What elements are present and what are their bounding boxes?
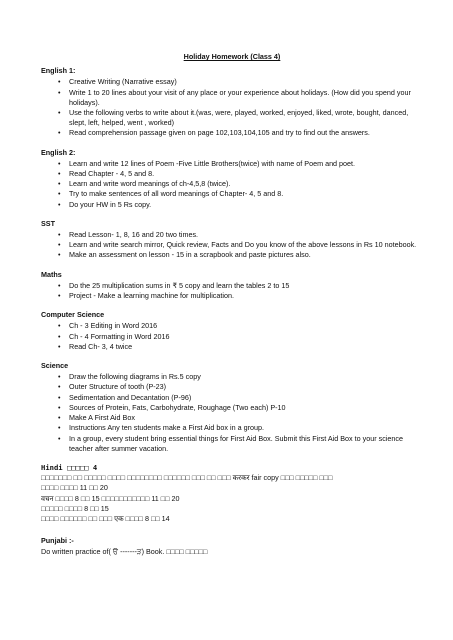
list-item: • Learn and write 12 lines of Poem -Five Little Brothers(twice) with name of Poem and poet. — [41, 159, 423, 169]
list-item: • Make an assessment on lesson - 15 in a scrapbook and paste pictures also. — [41, 250, 423, 260]
section-heading: SST — [41, 218, 55, 228]
list-item: • Outer Structure of tooth (P-23) — [41, 382, 423, 392]
section-heading: English 2: — [41, 147, 76, 157]
list-item: • Sedimentation and Decantation (P-96) — [41, 393, 423, 403]
bullet-list — [41, 77, 423, 138]
list-item: • Learn and write search mirror, Quick review, Facts and Do you know of the above lessons in Rs 10 notebook. — [41, 240, 423, 250]
list-item: • Creative Writing (Narrative essay) — [41, 77, 423, 87]
list-item: • Learn and write word meanings of ch-4,5,8 (twice). — [41, 179, 423, 189]
bullet-list — [41, 230, 423, 261]
subject-sections — [41, 66, 423, 454]
hindi-heading: Hindi □□□□□ 4 — [41, 462, 98, 472]
list-item: • Ch - 4 Formatting in Word 2016 — [41, 332, 423, 342]
section-heading: English 1: — [41, 66, 76, 76]
hindi-line: □□□□□□□ □□ □□□□□ □□□□ □□□□□□□□ □□□□□□ □□□ □□ □□□ करकर fair copy □□□ □□□□□ □□□ — [41, 473, 333, 483]
section-computer-science — [41, 310, 423, 352]
section-sst — [41, 219, 423, 261]
hindi-line: □□□□□ □□□□ 8 □□ 15 — [41, 503, 109, 513]
list-item: • Try to make sentences of all word meanings of Chapter- 4, 5 and 8. — [41, 189, 423, 199]
list-item: • Read Chapter - 4, 5 and 8. — [41, 169, 423, 179]
punjabi-section — [41, 536, 423, 557]
punjabi-heading: Punjabi :- — [41, 536, 74, 546]
list-item: • Read Lesson- 1, 8, 16 and 20 two times. — [41, 230, 423, 240]
section-heading: Science — [41, 361, 69, 371]
section-english-2 — [41, 148, 423, 210]
list-item: • In a group, every student bring essential things for First Aid Box. Submit this First Aid Box to your science teacher after summer vacation. — [41, 434, 423, 454]
list-item: • Make A First Aid Box — [41, 413, 423, 423]
document-title: Holiday Homework (Class 4) — [183, 52, 281, 61]
list-item: • Instructions Any ten students make a First Aid box in a group. — [41, 423, 423, 433]
section-science — [41, 361, 423, 454]
hindi-section — [41, 463, 423, 524]
list-item: • Do your HW in 5 Rs copy. — [41, 200, 423, 210]
list-item: • Project - Make a learning machine for multiplication. — [41, 291, 423, 301]
list-item: • Draw the following diagrams in Rs.5 copy — [41, 372, 423, 382]
bullet-list — [41, 321, 423, 352]
list-item: • Write 1 to 20 lines about your visit of any place or your experience about holidays. (How did you spend your holidays). — [41, 88, 423, 108]
hindi-line: □□□□ □□□□ 11 □□ 20 — [41, 483, 108, 493]
list-item: • Ch - 3 Editing in Word 2016 — [41, 321, 423, 331]
bullet-list — [41, 372, 423, 454]
list-item: • Read Ch- 3, 4 twice — [41, 342, 423, 352]
section-heading: Computer Science — [41, 310, 105, 320]
section-heading: Maths — [41, 269, 62, 279]
section-maths — [41, 270, 423, 302]
list-item: • Do the 25 multiplication sums in ₹ 5 copy and learn the tables 2 to 15 — [41, 281, 423, 291]
list-item: • Sources of Protein, Fats, Carbohydrate, Roughage (Two each) P-10 — [41, 403, 423, 413]
punjabi-instruction: Do written practice of( ੳ -------ੜ) Book. □□□□ □□□□□ — [41, 547, 208, 557]
section-english-1 — [41, 66, 423, 138]
bullet-list — [41, 281, 423, 301]
list-item: • Use the following verbs to write about it.(was, were, played, worked, enjoyed, liked, wrote, bought, danced, slept, left, helped, went , worked) — [41, 108, 423, 128]
hindi-line: वचन □□□□ 8 □□ 15 □□□□□□□□□□□ 11 □□ 20 — [41, 493, 180, 503]
list-item: • Read comprehension passage given on page 102,103,104,105 and try to find out the answers. — [41, 128, 423, 138]
hindi-line: □□□□ □□□□□□ □□ □□□ एक □□□□ 8 □□ 14 — [41, 513, 170, 523]
bullet-list — [41, 159, 423, 210]
